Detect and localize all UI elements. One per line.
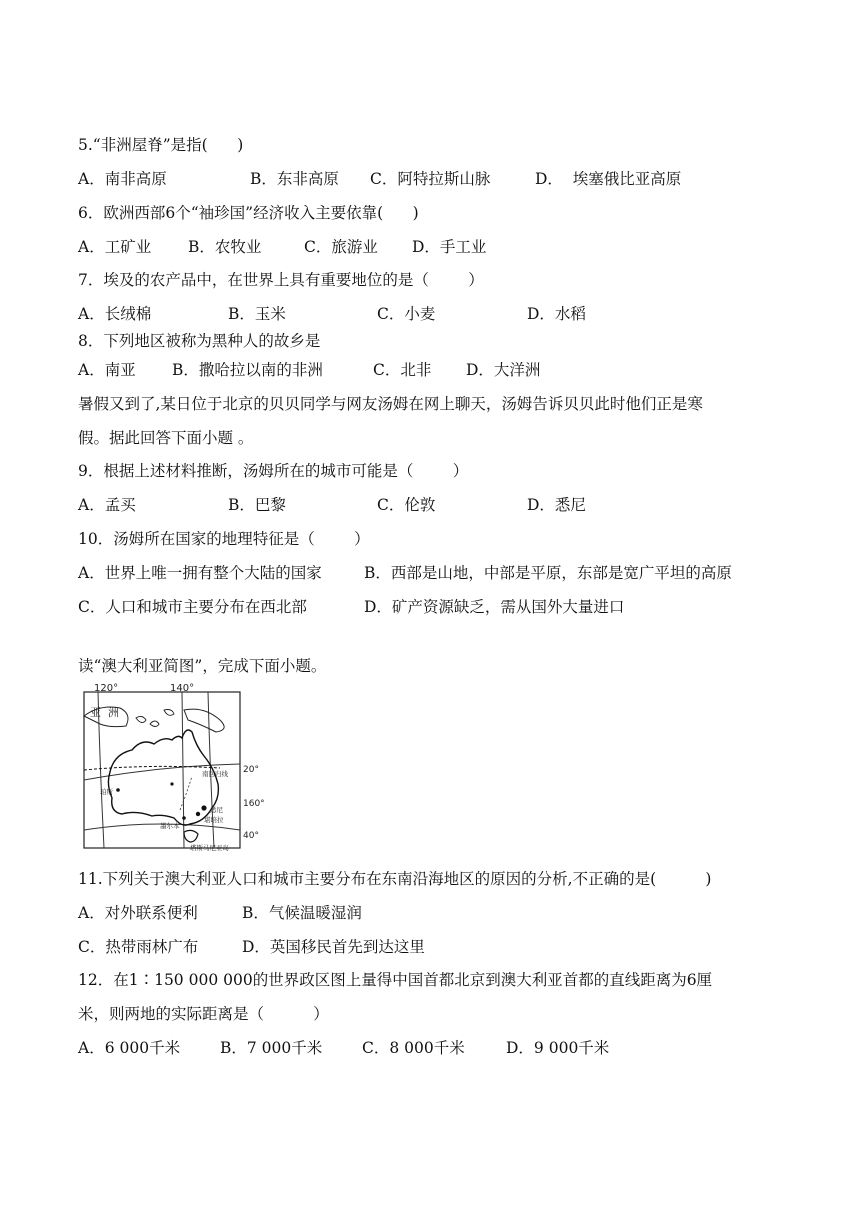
q5-option-c: C．阿特拉斯山脉 bbox=[370, 170, 491, 188]
q12-option-c: C．8 000千米 bbox=[362, 1039, 465, 1057]
perth-dot bbox=[116, 788, 120, 792]
q8-option-c: C．北非 bbox=[373, 361, 432, 379]
canberra-dot bbox=[196, 812, 200, 816]
question-10-stem: 10．汤姆所在国家的地理特征是（ ） bbox=[78, 530, 370, 548]
q10-option-b: B．西部是山地，中部是平原，东部是宽广平坦的高原 bbox=[364, 564, 732, 582]
label-perth: 珀斯 bbox=[100, 788, 113, 796]
q7-option-c: C．小麦 bbox=[377, 305, 436, 323]
city-dot bbox=[170, 782, 173, 785]
label-sydney: 悉尼 bbox=[210, 806, 223, 814]
question-5-stem: 5.“非洲屋脊”是指( ) bbox=[78, 136, 244, 154]
q12-option-b: B．7 000千米 bbox=[220, 1039, 323, 1057]
question-11-stem: 11.下列关于澳大利亚人口和城市主要分布在东南沿海地区的原因的分析,不正确的是( ) bbox=[78, 870, 712, 888]
q7-option-b: B．玉米 bbox=[228, 305, 286, 323]
q8-option-a: A．南亚 bbox=[78, 361, 136, 379]
label-lon-140: 140° bbox=[170, 683, 195, 694]
q6-option-a: A．工矿业 bbox=[78, 238, 152, 256]
q7-option-d: D．水稻 bbox=[527, 305, 586, 323]
q7-option-a: A．长绒棉 bbox=[78, 305, 152, 323]
material-line-2: 假。据此回答下面小题 。 bbox=[78, 429, 254, 447]
label-canberra: 堪培拉 bbox=[204, 816, 224, 824]
question-9-stem: 9．根据上述材料推断，汤姆所在的城市可能是（ ） bbox=[78, 462, 469, 480]
q12-option-a: A．6 000千米 bbox=[78, 1039, 181, 1057]
q8-option-b: B．撒哈拉以南的非洲 bbox=[172, 361, 323, 379]
label-tasmania: 塔斯马尼亚岛 bbox=[190, 844, 229, 852]
melbourne-dot bbox=[182, 816, 186, 820]
q9-option-b: B．巴黎 bbox=[228, 496, 286, 514]
label-lat-20: 20° bbox=[243, 765, 259, 775]
material-line-1: 暑假又到了,某日位于北京的贝贝同学与网友汤姆在网上聊天，汤姆告诉贝贝此时他们正是寒 bbox=[78, 395, 703, 413]
q5-option-b: B．东非高原 bbox=[250, 170, 339, 188]
q11-option-c: C．热带雨林广布 bbox=[78, 938, 199, 956]
label-asia-1: 亚 bbox=[90, 706, 101, 719]
label-melbourne: 墨尔本 bbox=[160, 822, 180, 830]
q12-option-d: D．9 000千米 bbox=[506, 1039, 610, 1057]
label-asia-2: 洲 bbox=[108, 706, 119, 719]
q11-option-b: B．气候温暖湿润 bbox=[242, 904, 362, 922]
question-8-stem: 8．下列地区被称为黑种人的故乡是 bbox=[78, 332, 321, 350]
sydney-dot bbox=[201, 805, 206, 810]
q5-option-a: A．南非高原 bbox=[78, 170, 167, 188]
q6-option-c: C．旅游业 bbox=[304, 238, 378, 256]
q5-option-d: D． 埃塞俄比亚高原 bbox=[535, 170, 682, 188]
q6-option-d: D．手工业 bbox=[412, 238, 487, 256]
q10-option-d: D．矿产资源缺乏，需从国外大量进口 bbox=[364, 598, 625, 616]
label-lon-120: 120° bbox=[94, 683, 119, 694]
q10-option-a: A．世界上唯一拥有整个大陆的国家 bbox=[78, 564, 322, 582]
question-12-line-1: 12．在1∶150 000 000的世界政区图上量得中国首都北京到澳大利亚首都的直线距离为6厘 bbox=[78, 971, 713, 989]
q11-option-a: A．对外联系便利 bbox=[78, 904, 198, 922]
map-intro: 读“澳大利亚简图”，完成下面小题。 bbox=[78, 657, 327, 675]
q8-option-d: D．大洋洲 bbox=[466, 361, 541, 379]
q6-option-b: B．农牧业 bbox=[188, 238, 262, 256]
australia-sketch-map bbox=[80, 680, 270, 852]
label-lon-160: 160° bbox=[243, 799, 265, 809]
label-tropic: 南回归线 bbox=[202, 770, 228, 778]
q11-option-d: D．英国移民首先到达这里 bbox=[242, 938, 425, 956]
question-12-line-2: 米，则两地的实际距离是（ ） bbox=[78, 1005, 329, 1023]
question-7-stem: 7．埃及的农产品中，在世界上具有重要地位的是（ ） bbox=[78, 271, 484, 289]
label-lat-40: 40° bbox=[243, 831, 259, 841]
q9-option-d: D．悉尼 bbox=[527, 496, 586, 514]
question-6-stem: 6．欧洲西部6个“袖珍国”经济收入主要依靠( ) bbox=[78, 204, 419, 222]
q9-option-a: A．孟买 bbox=[78, 496, 136, 514]
q9-option-c: C．伦敦 bbox=[377, 496, 436, 514]
q10-option-c: C．人口和城市主要分布在西北部 bbox=[78, 598, 307, 616]
